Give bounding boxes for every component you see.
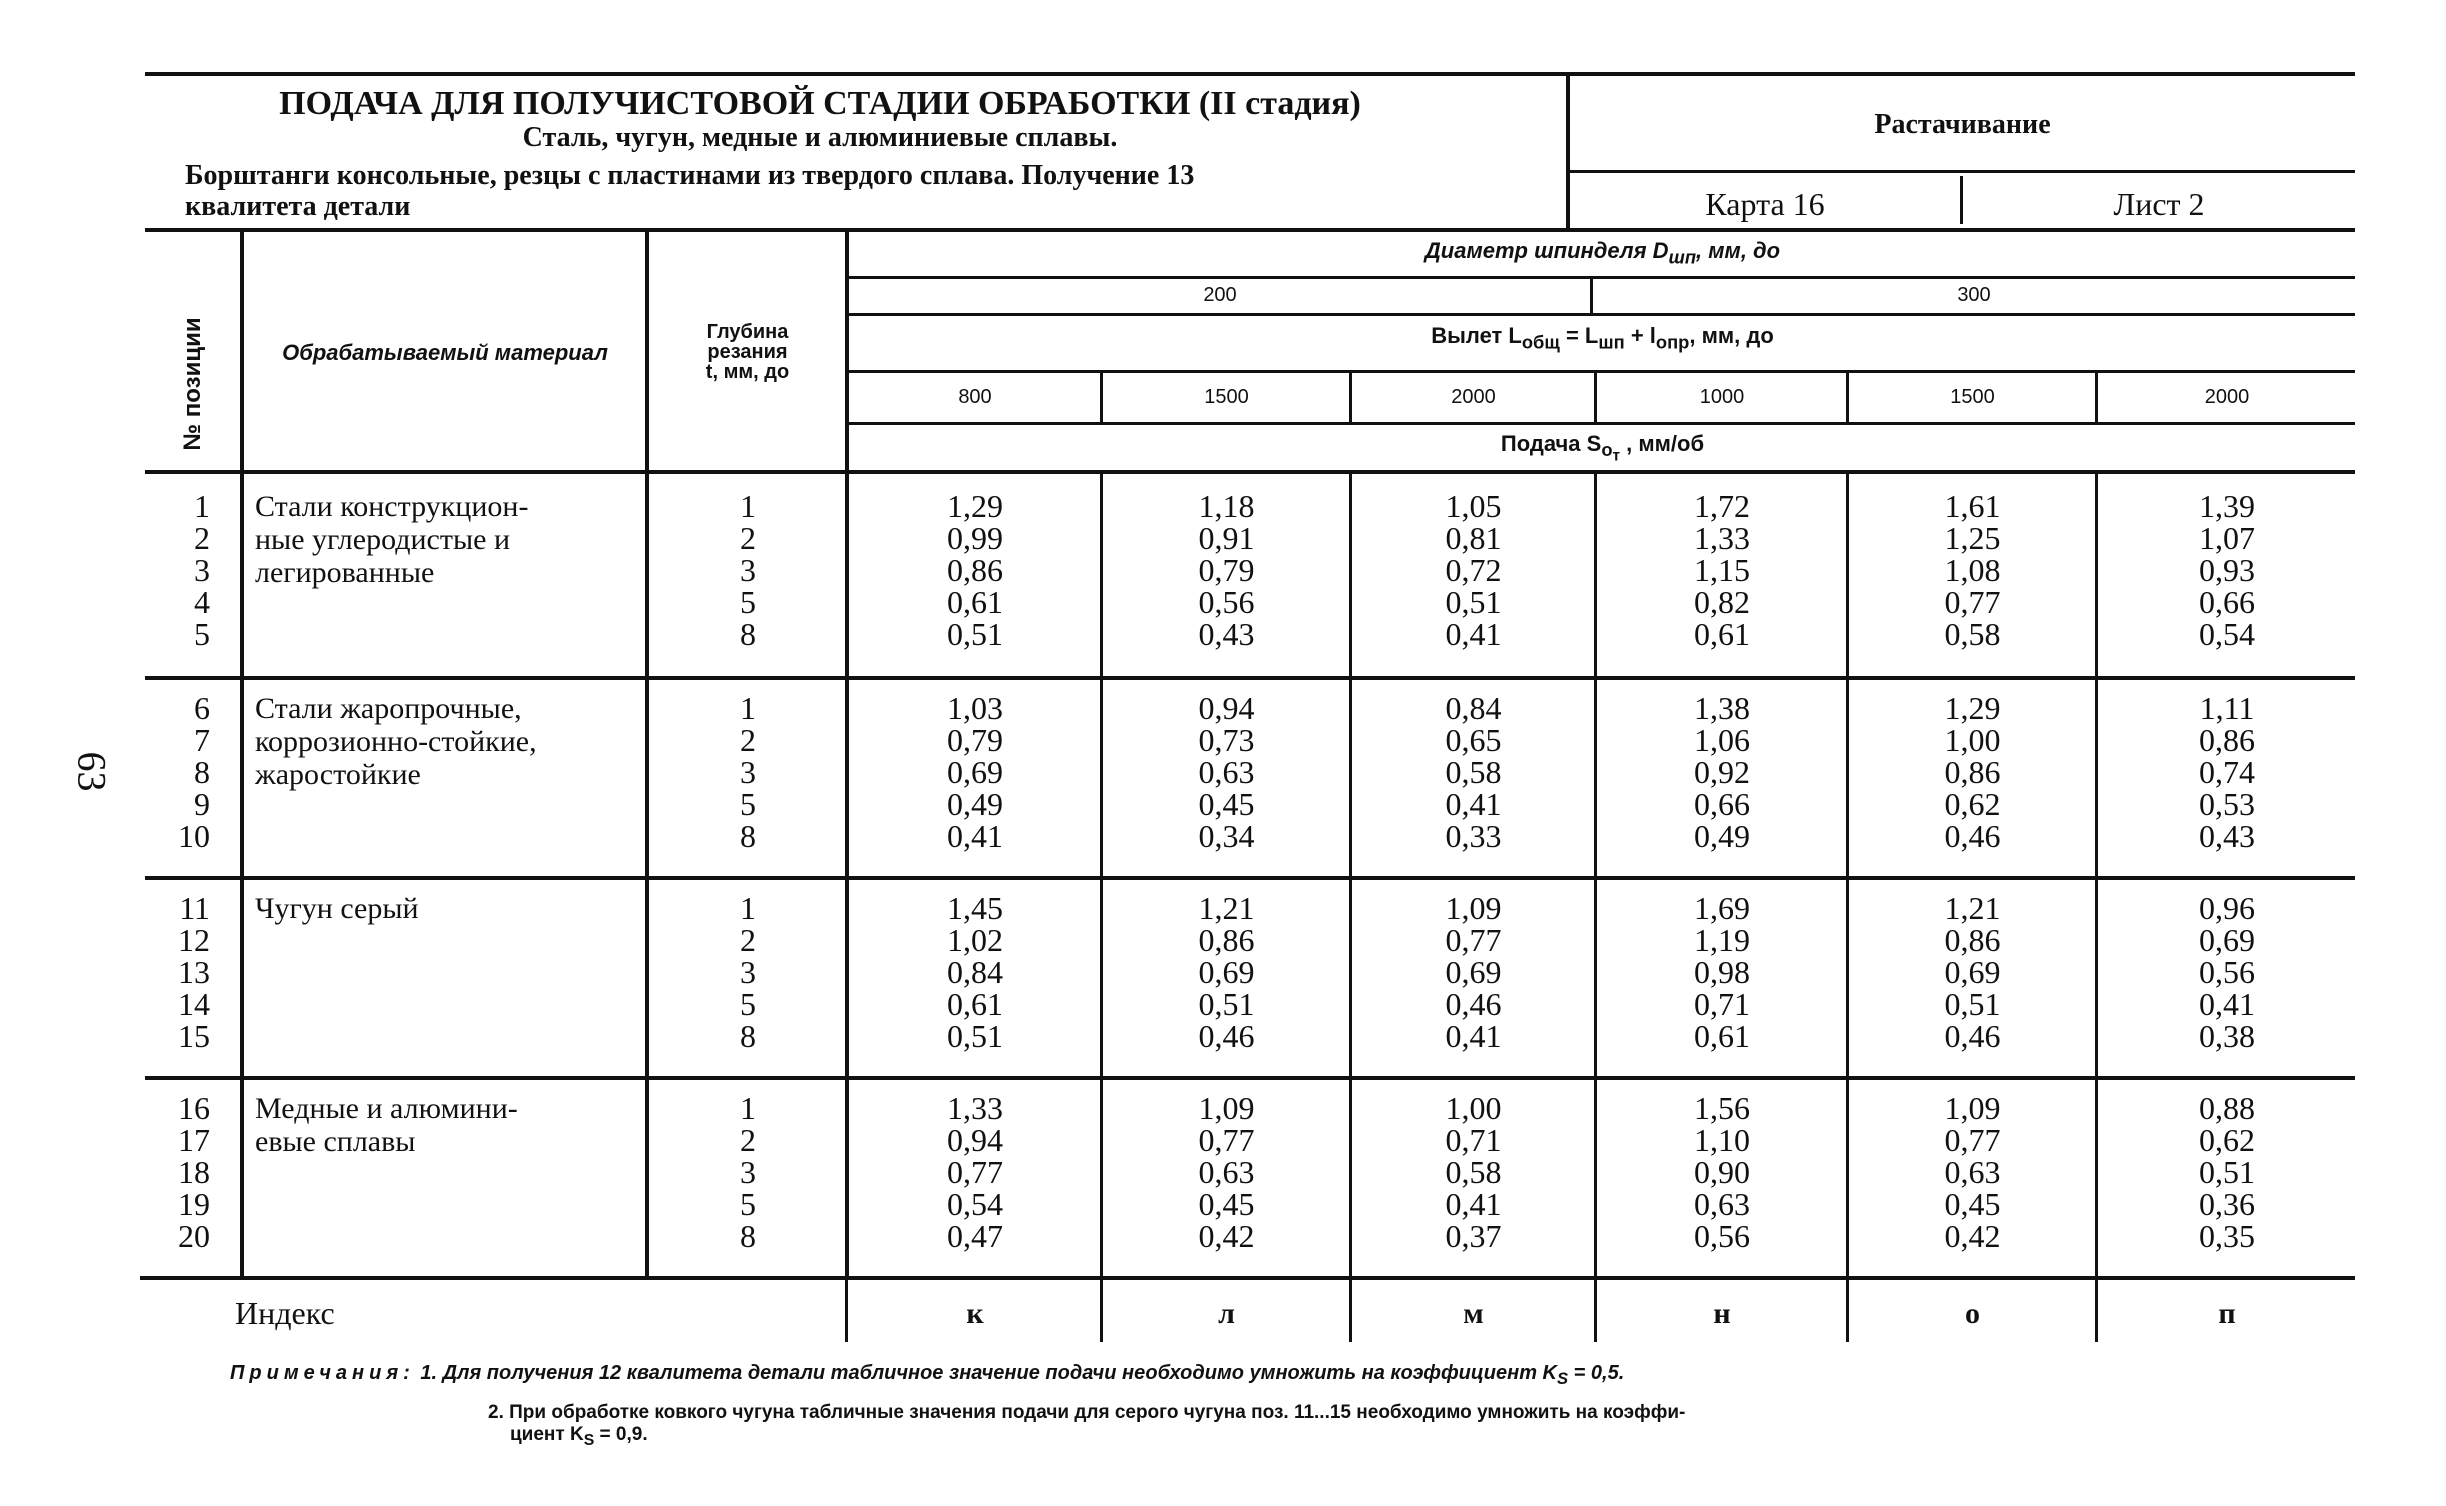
feed-value-cell: 0,56 (2199, 954, 2255, 990)
feed-value-cell: 0,43 (1198, 616, 1255, 652)
feed-value-cell: 0,86 (1198, 922, 1255, 958)
feed-value-cell: 1,38 (1694, 690, 1750, 726)
depth-value: 2 (740, 922, 756, 958)
feed-value-cell: 0,51 (947, 1018, 1003, 1054)
depth-value: 3 (740, 552, 756, 588)
feed-value-cell: 1,21 (1944, 890, 2001, 926)
length-div-4 (1846, 372, 1849, 422)
feed-value-cell: 0,61 (947, 986, 1003, 1022)
note-1 (230, 1360, 2380, 1392)
material-name-line: Стали жаропрочные, (255, 692, 522, 725)
feed-value-cell: 0,69 (1944, 954, 2001, 990)
index-letter-1: л (1218, 1297, 1235, 1330)
depth-value: 8 (740, 1018, 756, 1054)
feed-value-cell: 1,29 (947, 488, 1003, 524)
length-4: 1500 (1950, 386, 1995, 408)
depth-value: 3 (740, 954, 756, 990)
feed-value-cell: 1,69 (1694, 890, 1750, 926)
feed-value-cell: 0,74 (2199, 754, 2255, 790)
material-name-line: Чугун серый (255, 892, 419, 925)
operation-name: Растачивание (1874, 109, 2051, 140)
depth-header-line1: Глубина (706, 321, 789, 343)
feed-value-cell: 1,33 (947, 1090, 1003, 1126)
feed-value-cell: 0,72 (1445, 552, 1502, 588)
feed-value-cell: 0,71 (1445, 1122, 1502, 1158)
material-header: Обрабатываемый материал (282, 340, 608, 365)
header-bottom-rule (145, 228, 2355, 232)
group-rule-2 (145, 876, 2355, 880)
depth-value: 2 (740, 1122, 756, 1158)
feed-value-cell: 1,02 (947, 922, 1003, 958)
feed-value-cell: 0,51 (1198, 986, 1255, 1022)
feed-value-cell: 0,90 (1694, 1154, 1750, 1190)
position-number: 6 (194, 690, 210, 726)
feed-value-cell: 0,92 (1694, 754, 1750, 790)
feed-sub: о (1601, 439, 1613, 461)
material-name-line: легированные (255, 556, 435, 589)
index-letter-3: н (1713, 1297, 1731, 1330)
material-name-line: жаростойкие (255, 758, 421, 791)
feed-value-cell: 0,94 (947, 1122, 1003, 1158)
position-number: 17 (178, 1122, 210, 1158)
feed-value-cell: 1,15 (1694, 552, 1750, 588)
notes-label: Примечания: (230, 1362, 415, 1384)
feed-value-cell: 0,61 (947, 584, 1003, 620)
feed-value-cell: 1,56 (1694, 1090, 1750, 1126)
spindle-header-sub: шп (1668, 246, 1697, 268)
feed-value-cell: 0,63 (1198, 754, 1255, 790)
feed-value-cell: 0,86 (2199, 722, 2255, 758)
col-line-material-top (645, 232, 649, 470)
feed-value-cell: 1,29 (1944, 690, 2001, 726)
length-3: 1000 (1699, 386, 1745, 408)
feed-value-cell: 1,00 (1445, 1090, 1502, 1126)
col-line-depth (845, 232, 849, 1276)
depth-value: 8 (740, 1218, 756, 1254)
feed-value-cell: 1,10 (1694, 1122, 1750, 1158)
feed-tail: , мм/об (1620, 431, 1705, 456)
overhang-text: Вылет L (1431, 323, 1522, 348)
feed-value-cell: 0,46 (1944, 1018, 2001, 1054)
feed-value-cell: 0,66 (1694, 786, 1750, 822)
position-number: 18 (178, 1154, 210, 1190)
feed-value-cell: 0,98 (1694, 954, 1750, 990)
material-name-line: Медные и алюмини- (255, 1092, 518, 1125)
overhang-mid: = L (1559, 323, 1599, 348)
feed-value-cell: 0,94 (1198, 690, 1255, 726)
feed-value-cell: 0,42 (1944, 1218, 2001, 1254)
group-rule-3 (145, 1076, 2355, 1080)
feed-value-cell: 0,46 (1445, 986, 1502, 1022)
feed-value-cell: 0,46 (1944, 818, 2001, 854)
depth-value: 2 (740, 722, 756, 758)
depth-value: 5 (740, 986, 756, 1022)
index-rule (140, 1276, 2355, 1280)
feed-value-cell: 0,96 (2199, 890, 2255, 926)
card-number: Карта 16 (1705, 186, 1825, 222)
feed-value-cell: 0,77 (947, 1154, 1003, 1190)
position-number: 16 (178, 1090, 210, 1126)
feed-value-cell: 0,91 (1198, 520, 1255, 556)
feed-value-cell: 0,66 (2199, 584, 2255, 620)
feed-value-cell: 0,79 (947, 722, 1003, 758)
feed-value-cell: 0,71 (1694, 986, 1750, 1022)
feed-value-cell: 0,51 (1944, 986, 2001, 1022)
col-line-3 (1594, 474, 1597, 1276)
feed-value-cell: 0,43 (2199, 818, 2255, 854)
note-2-tail: = 0,9. (594, 1424, 648, 1445)
feed-value-cell: 0,33 (1445, 818, 1502, 854)
col-line-2 (1349, 474, 1352, 1276)
feed-value-cell: 0,54 (2199, 616, 2255, 652)
depth-value: 1 (740, 690, 756, 726)
note-2-sub: S (583, 1431, 595, 1449)
spindle-divider (1590, 279, 1593, 313)
feed-value-cell: 1,25 (1944, 520, 2001, 556)
operation-rule (1570, 170, 2355, 173)
feed-value-cell: 0,63 (1694, 1186, 1750, 1222)
spindle-header-tail: , мм, до (1696, 238, 1781, 263)
length-0: 800 (958, 386, 992, 408)
feed-value-cell: 0,45 (1198, 786, 1255, 822)
note-1-tail: = 0,5. (1568, 1362, 1625, 1384)
feed-value-cell: 1,21 (1198, 890, 1255, 926)
feed-value-cell: 0,62 (1944, 786, 2001, 822)
group-rule-1 (145, 676, 2355, 680)
overhang-tail: , мм, до (1689, 323, 1774, 348)
depth-value: 5 (740, 1186, 756, 1222)
material-name-line: ные углеродистые и (255, 523, 510, 556)
page-subtitle: Сталь, чугун, медные и алюминиевые сплавы. (522, 122, 1118, 153)
depth-value: 8 (740, 616, 756, 652)
spindle-rule (849, 276, 2355, 279)
feed-value-cell: 0,86 (1944, 754, 2001, 790)
feed-value-cell: 0,51 (1445, 584, 1502, 620)
feed-value-cell: 0,58 (1445, 1154, 1502, 1190)
description-line-1: Борштанги консольные, резцы с пластинами из твердого сплава. Получение 13 (185, 160, 1195, 191)
feed-value-cell: 0,77 (1944, 1122, 2001, 1158)
feed-value-cell: 0,49 (947, 786, 1003, 822)
spindle-header (850, 238, 2355, 270)
depth-value: 1 (740, 488, 756, 524)
position-number: 2 (194, 520, 210, 556)
length-div-3 (1594, 372, 1597, 422)
feed-value-cell: 1,09 (1445, 890, 1502, 926)
note-2-line-2 (488, 1424, 2368, 1452)
depth-value: 1 (740, 890, 756, 926)
overhang-sub3: опр (1655, 331, 1690, 353)
feed-value-cell: 0,93 (2199, 552, 2255, 588)
feed-value-cell: 0,56 (1198, 584, 1255, 620)
feed-value-cell: 1,07 (2199, 520, 2255, 556)
note-1-sub: S (1557, 1369, 1569, 1388)
feed-value-cell: 0,81 (1445, 520, 1502, 556)
material-name-line: евые сплавы (255, 1125, 416, 1158)
feed-value-cell: 0,77 (1944, 584, 2001, 620)
col-line-material (645, 474, 649, 1276)
depth-value: 1 (740, 1090, 756, 1126)
feed-value-cell: 0,63 (1198, 1154, 1255, 1190)
material-name-line: коррозионно-стойкие, (255, 725, 537, 758)
feed-value-cell: 0,56 (1694, 1218, 1750, 1254)
feed-value-cell: 0,41 (1445, 1186, 1502, 1222)
length-5: 2000 (2204, 386, 2250, 408)
feed-value-cell: 0,34 (1198, 818, 1255, 854)
feed-value-cell: 0,36 (2199, 1186, 2255, 1222)
top-rule (145, 72, 2355, 76)
index-letter-5: п (2218, 1297, 2236, 1330)
feed-value-cell: 1,19 (1694, 922, 1750, 958)
depth-header-line3: t, мм, до (705, 361, 790, 383)
spindle-header-text: Диаметр шпинделя D (1424, 238, 1669, 263)
feed-value-cell: 0,45 (1944, 1186, 2001, 1222)
position-number: 14 (178, 986, 210, 1022)
length-1: 1500 (1204, 386, 1249, 408)
feed-value-cell: 0,63 (1944, 1154, 2001, 1190)
card-divider (1960, 176, 1963, 224)
position-number: 11 (179, 890, 210, 926)
feed-value-cell: 0,86 (947, 552, 1003, 588)
position-number: 12 (178, 922, 210, 958)
feed-value-cell: 0,53 (2199, 786, 2255, 822)
note-1-text: 1. Для получения 12 квалитета детали табличное значение подачи необходимо умножить на коэффициент K (420, 1362, 1557, 1384)
spindle-200: 200 (1203, 284, 1237, 306)
feed-value-cell: 0,84 (1445, 690, 1502, 726)
feed-value-cell: 0,41 (1445, 1018, 1502, 1054)
feed-value-cell: 0,49 (1694, 818, 1750, 854)
position-number: 1 (194, 488, 210, 524)
feed-value-cell: 1,61 (1944, 488, 2001, 524)
note-2 (488, 1402, 2368, 1452)
feed-value-cell: 1,06 (1694, 722, 1750, 758)
index-line-5 (2095, 1280, 2098, 1342)
overhang-sub1: общ (1521, 331, 1560, 353)
feed-value-cell: 1,05 (1445, 488, 1502, 524)
material-name-line: Стали конструкцион- (255, 490, 529, 523)
feed-value-cell: 1,09 (1944, 1090, 2001, 1126)
feed-value-cell: 0,84 (947, 954, 1003, 990)
feed-value-cell: 0,35 (2199, 1218, 2255, 1254)
feed-sub-wrap (1601, 439, 1621, 466)
index-letter-4: о (1965, 1297, 1980, 1330)
position-number: 8 (194, 754, 210, 790)
feed-value-cell: 0,41 (947, 818, 1003, 854)
feed-value-cell: 0,58 (1944, 616, 2001, 652)
position-number: 13 (178, 954, 210, 990)
description-line-2: квалитета детали (185, 191, 411, 222)
feed-value-cell: 1,45 (947, 890, 1003, 926)
index-line-2 (1349, 1280, 1352, 1342)
feed-value-cell: 1,11 (2199, 690, 2255, 726)
overhang-plus: + l (1624, 323, 1656, 348)
sheet-number: Лист 2 (2113, 186, 2205, 222)
feed-value-cell: 0,51 (2199, 1154, 2255, 1190)
feed-value-cell: 0,65 (1445, 722, 1502, 758)
position-number: 20 (178, 1218, 210, 1254)
position-number: 19 (178, 1186, 210, 1222)
length-rule (849, 422, 2355, 425)
index-letter-0: к (966, 1297, 984, 1330)
feed-header (850, 430, 2355, 471)
index-line-0 (845, 1280, 848, 1342)
index-line-1 (1100, 1280, 1103, 1342)
length-div-1 (1100, 372, 1103, 422)
feed-value-cell: 1,33 (1694, 520, 1750, 556)
page-title: ПОДАЧА ДЛЯ ПОЛУЧИСТОВОЙ СТАДИИ ОБРАБОТКИ (II стадия) (279, 85, 1361, 122)
length-div-5 (2095, 372, 2098, 422)
feed-subsub: т (1612, 448, 1621, 466)
position-number: 9 (194, 786, 210, 822)
feed-value-cell: 0,82 (1694, 584, 1750, 620)
depth-value: 2 (740, 520, 756, 556)
feed-value-cell: 0,79 (1198, 552, 1255, 588)
index-label: Индекс (235, 1295, 335, 1331)
overhang-sub2: шп (1598, 331, 1625, 353)
feed-value-cell: 1,18 (1198, 488, 1255, 524)
length-2: 2000 (1451, 386, 1496, 408)
feed-value-cell: 0,99 (947, 520, 1003, 556)
feed-text: Подача S (1500, 431, 1602, 456)
feed-value-cell: 0,88 (2199, 1090, 2255, 1126)
feed-value-cell: 0,69 (1445, 954, 1502, 990)
col-line-4 (1846, 474, 1849, 1276)
position-number: 5 (194, 616, 210, 652)
index-line-3 (1594, 1280, 1597, 1342)
index-letter-2: м (1463, 1297, 1484, 1330)
feed-value-cell: 1,00 (1944, 722, 2001, 758)
feed-value-cell: 0,46 (1198, 1018, 1255, 1054)
feed-value-cell: 0,41 (1445, 786, 1502, 822)
length-div-2 (1349, 372, 1352, 422)
page-number-wrap (62, 740, 122, 800)
feed-value-cell: 0,45 (1198, 1186, 1255, 1222)
feed-value-cell: 0,38 (2199, 1018, 2255, 1054)
note-2-line-2-text: циент K (510, 1424, 584, 1445)
position-number: 15 (178, 1018, 210, 1054)
feed-value-cell: 0,69 (1198, 954, 1255, 990)
overhang-header (850, 322, 2355, 356)
feed-value-cell: 0,42 (1198, 1218, 1255, 1254)
overhang-rule (849, 370, 2355, 373)
feed-value-cell: 0,41 (1445, 616, 1502, 652)
depth-value: 5 (740, 786, 756, 822)
position-number: 3 (194, 552, 210, 588)
position-number: 10 (178, 818, 210, 854)
col-line-1 (1100, 474, 1103, 1276)
diameter-rule (849, 313, 2355, 316)
position-number: 7 (194, 722, 210, 758)
feed-value-cell: 0,77 (1445, 922, 1502, 958)
feed-value-cell: 0,58 (1445, 754, 1502, 790)
feed-value-cell: 1,72 (1694, 488, 1750, 524)
feed-value-cell: 0,41 (2199, 986, 2255, 1022)
page-number: 63 (69, 751, 115, 792)
feed-value-cell: 0,86 (1944, 922, 2001, 958)
feed-value-cell: 1,08 (1944, 552, 2001, 588)
feed-value-cell: 0,61 (1694, 616, 1750, 652)
feed-value-cell: 0,77 (1198, 1122, 1255, 1158)
feed-value-cell: 0,73 (1198, 722, 1255, 758)
feed-value-cell: 0,69 (947, 754, 1003, 790)
col-line-pos (240, 232, 244, 1276)
depth-header (650, 322, 845, 382)
spindle-300: 300 (1957, 284, 1991, 306)
feed-value-cell: 0,62 (2199, 1122, 2255, 1158)
feed-value-cell: 0,61 (1694, 1018, 1750, 1054)
index-line-4 (1846, 1280, 1849, 1342)
header-table-rule (145, 470, 2355, 474)
feed-value-cell: 1,09 (1198, 1090, 1255, 1126)
depth-value: 3 (740, 1154, 756, 1190)
feed-value-cell: 0,47 (947, 1218, 1003, 1254)
depth-value: 3 (740, 754, 756, 790)
feed-value-cell: 0,37 (1445, 1218, 1502, 1254)
feed-value-cell: 0,51 (947, 616, 1003, 652)
feed-value-cell: 0,54 (947, 1186, 1003, 1222)
position-header-wrap (153, 317, 233, 451)
depth-value: 8 (740, 818, 756, 854)
position-number: 4 (194, 584, 210, 620)
depth-value: 5 (740, 584, 756, 620)
depth-header-line2: резания (707, 341, 788, 363)
note-2-line-1: 2. При обработке ковкого чугуна табличные значения подачи для серого чугуна поз. 11...15 необходимо умножить на коэффи- (488, 1402, 1686, 1423)
col-line-5 (2095, 474, 2098, 1276)
feed-value-cell: 1,39 (2199, 488, 2255, 524)
position-header: № позиции (179, 317, 206, 451)
feed-value-cell: 1,03 (947, 690, 1003, 726)
feed-value-cell: 0,69 (2199, 922, 2255, 958)
